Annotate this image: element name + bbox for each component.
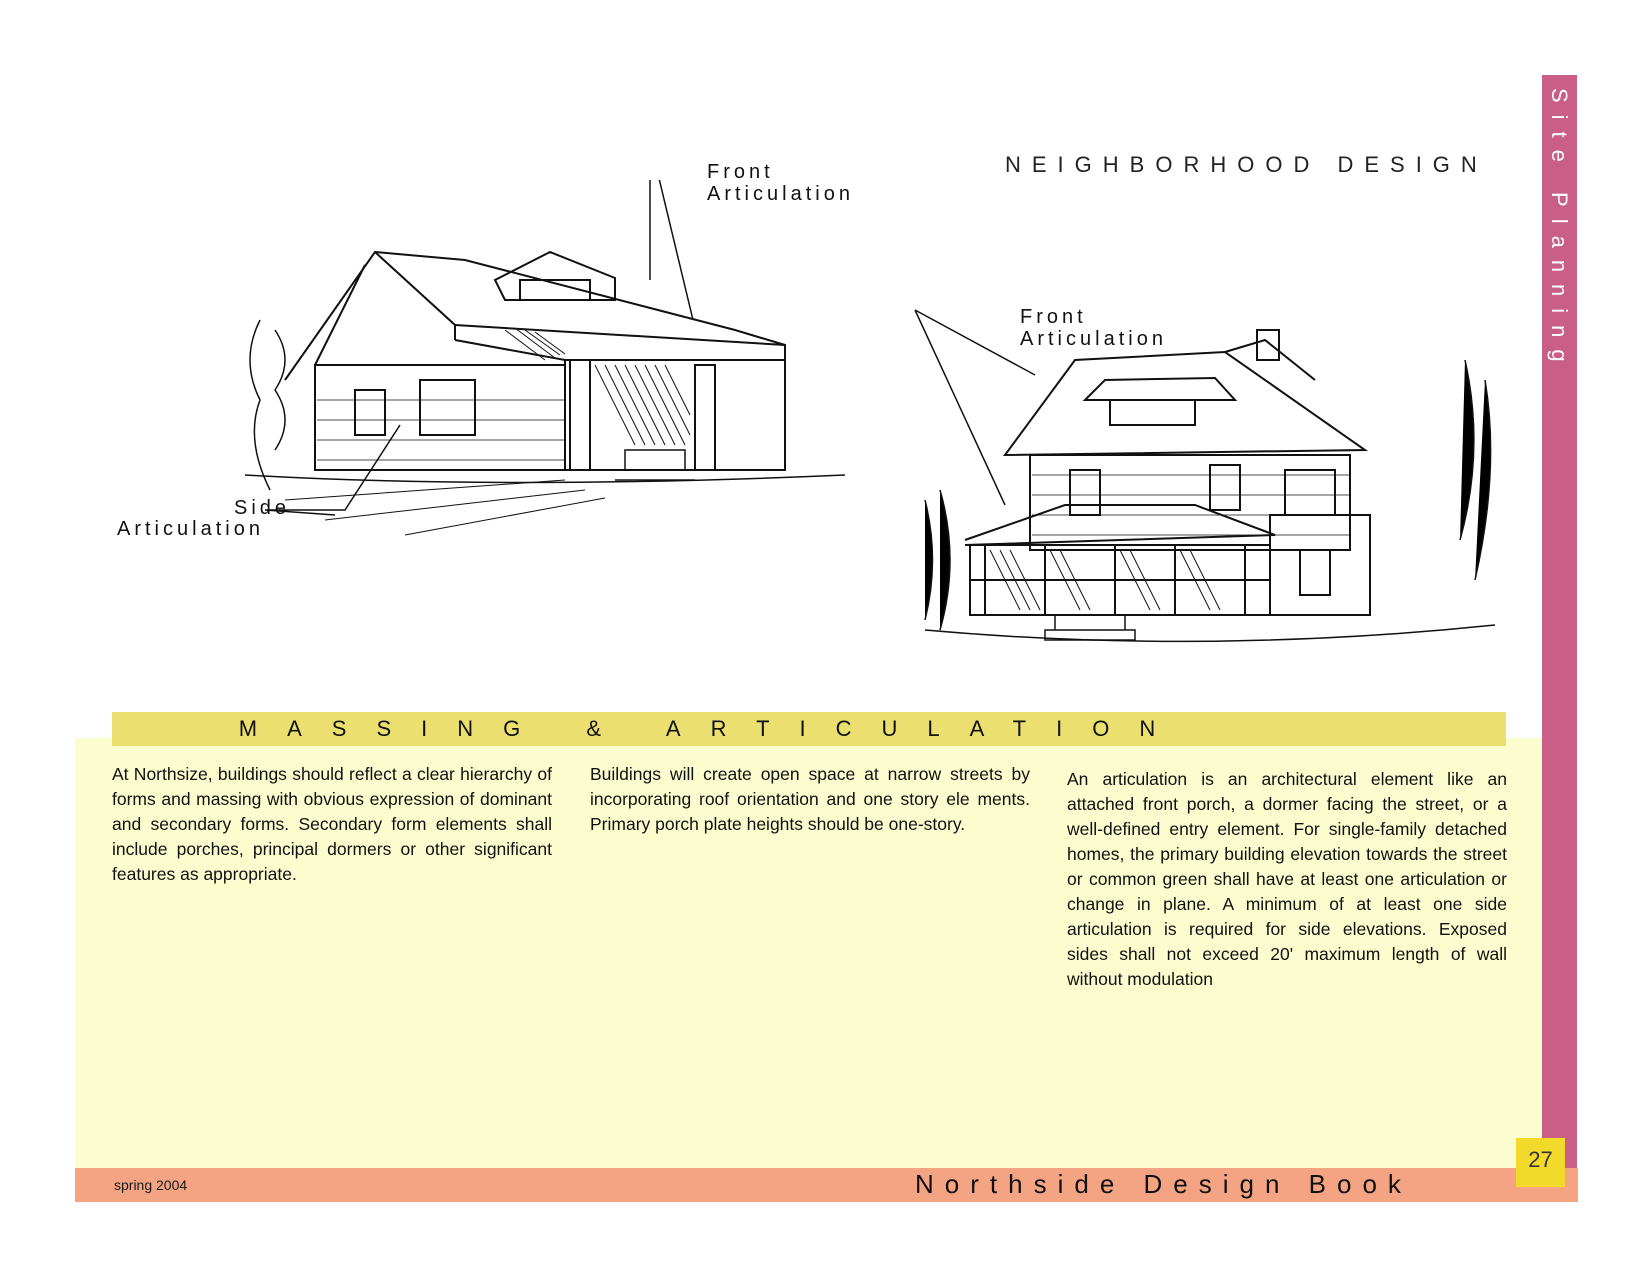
side-articulation-label-2: Articulation — [117, 518, 264, 540]
front-articulation-label-left-2: Articulation — [707, 183, 854, 205]
text-column-1: At Northsize, buildings should reflect a clear hierarchy of forms and massing with obvious expression of dominant and secondary forms. Secondary form elements shall include porches, principal dormers or other significant features as appropriate. — [112, 764, 552, 884]
side-tab-label: Site Planning — [1547, 88, 1572, 374]
foursquare-sketch-illustration — [905, 300, 1525, 685]
front-articulation-label-left-1: Front — [707, 161, 774, 183]
page-number: 27 — [1516, 1138, 1565, 1187]
banner-title: MASSING & ARTICULATION — [238, 716, 1186, 741]
text-column-2: Buildings will create open space at narrow streets by incorporating roof orientation and one story ele ments. Primary porch plate heights should be one-story. — [590, 764, 1030, 834]
footer-date: spring 2004 — [114, 1177, 188, 1193]
front-articulation-label-right-1: Front — [1020, 306, 1087, 328]
text-column-3: An articulation is an architectural element like an attached front porch, a dormer facing the street, or a well-defined entry element. For single-family detached homes, the primary building elevation towards the street or common green shall have at least one articulation or change in plane. A minimum of at least one side articulation is required for side elevations. Exposed sides shall not exceed 20' maximum length of wall without modulation — [1067, 769, 1507, 989]
bungalow-sketch-illustration — [205, 180, 895, 560]
side-articulation-label-1: Side — [234, 497, 291, 519]
footer-book-title: Northside Design Book — [915, 1169, 1412, 1199]
section-title: NEIGHBORHOOD DESIGN — [1005, 152, 1488, 177]
front-articulation-label-right-2: Articulation — [1020, 328, 1167, 350]
